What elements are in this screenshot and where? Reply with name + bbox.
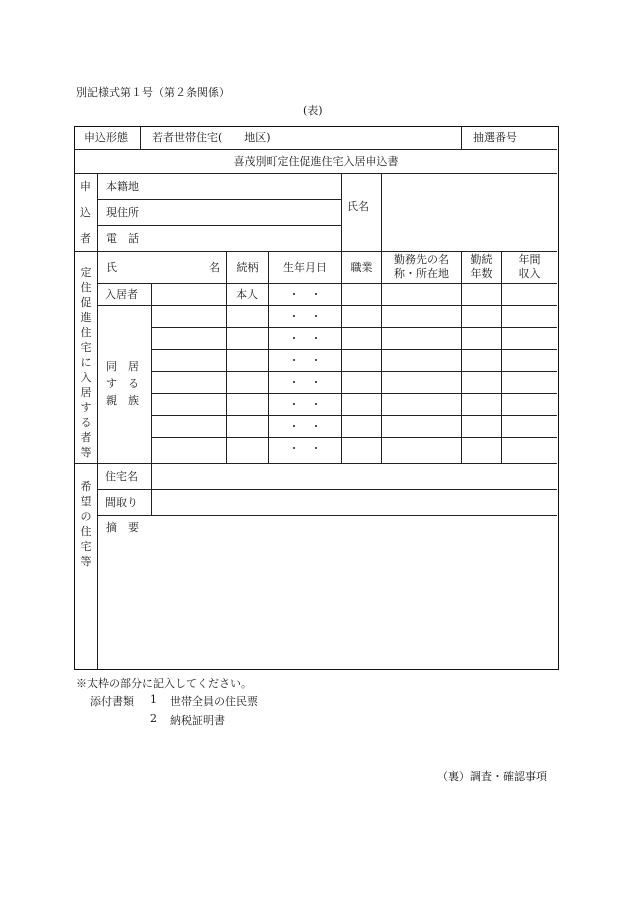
- divider: [151, 327, 557, 328]
- applicant-name-field[interactable]: [382, 174, 557, 250]
- col-occupation: 職業: [350, 261, 373, 274]
- applicant-domicile-field[interactable]: [153, 174, 340, 198]
- divider: [97, 173, 98, 669]
- applicant-name-label: 氏名: [347, 200, 369, 213]
- housing-name-field[interactable]: [153, 464, 557, 488]
- family-label: 親 族: [106, 394, 139, 407]
- form-number: 別記様式第１号（第２条関係）: [76, 86, 230, 99]
- divider: [75, 251, 557, 252]
- birthdate-placeholder[interactable]: ・ ・: [288, 376, 322, 389]
- divider: [140, 127, 141, 149]
- col-name-right: 名: [209, 261, 220, 274]
- divider: [151, 371, 557, 372]
- application-form-table: [74, 126, 559, 670]
- application-type-value[interactable]: 若者世帯住宅( 地区): [152, 131, 271, 144]
- divider: [341, 173, 342, 251]
- form-title: 喜茂別町定住促進住宅入居申込書: [233, 155, 399, 168]
- family-label: す る: [106, 377, 139, 390]
- divider: [151, 349, 557, 350]
- layout-label: 間取り: [105, 496, 138, 509]
- col-tenure: 年数: [470, 267, 493, 280]
- birthdate-placeholder[interactable]: ・ ・: [288, 442, 322, 455]
- phone-label: 電 話: [106, 232, 139, 245]
- housing-name-label: 住宅名: [105, 470, 138, 483]
- family-label: 同 居: [106, 360, 139, 373]
- col-workplace: 称・所在地: [394, 267, 449, 280]
- divider: [461, 127, 462, 149]
- divider: [226, 251, 227, 463]
- lottery-number-label: 抽選番号: [473, 131, 517, 144]
- birthdate-placeholder[interactable]: ・ ・: [288, 420, 322, 433]
- birthdate-placeholder[interactable]: ・ ・: [288, 310, 322, 323]
- resident-applicant-relation: 本人: [236, 288, 258, 301]
- divider: [381, 251, 382, 463]
- col-tenure: 勤続: [470, 253, 493, 266]
- application-type-label: 申込形態: [84, 131, 128, 144]
- applicant-phone-field[interactable]: [153, 226, 340, 250]
- back-side-heading: （裏）調査・確認事項: [437, 770, 547, 783]
- fill-instruction-note: ※太枠の部分に記入してください。: [76, 677, 252, 690]
- attachment-number: 2: [150, 712, 157, 725]
- applicant-section-label: 込: [80, 206, 91, 219]
- resident-applicant-label: 入居者: [105, 288, 138, 301]
- attachments-label: 添付書類: [90, 695, 134, 708]
- attachment-item: 納税証明書: [170, 714, 225, 727]
- divider: [151, 463, 152, 515]
- col-income: 年間: [518, 253, 541, 266]
- divider: [151, 415, 557, 416]
- divider: [75, 149, 557, 150]
- remarks-field[interactable]: [99, 537, 557, 667]
- birthdate-placeholder[interactable]: ・ ・: [288, 332, 322, 345]
- domicile-label: 本籍地: [106, 180, 139, 193]
- birthdate-placeholder[interactable]: ・ ・: [288, 398, 322, 411]
- applicant-address-field[interactable]: [153, 200, 340, 224]
- col-birthdate: 生年月日: [283, 261, 327, 274]
- divider: [97, 305, 557, 306]
- birthdate-placeholder[interactable]: ・ ・: [288, 354, 322, 367]
- birthdate-placeholder[interactable]: ・ ・: [288, 288, 322, 301]
- col-income: 収入: [518, 267, 541, 280]
- divider: [501, 251, 502, 463]
- attachment-number: 1: [150, 693, 157, 706]
- address-label: 現住所: [106, 206, 139, 219]
- divider: [151, 283, 152, 463]
- desired-section-label: 希望の住宅等: [80, 480, 92, 568]
- residents-section-label: 定住促進住宅に入居する者等: [80, 266, 92, 459]
- divider: [97, 283, 557, 284]
- divider: [97, 515, 557, 516]
- divider: [461, 251, 462, 463]
- layout-field[interactable]: [153, 490, 557, 514]
- side-label: (表): [303, 104, 323, 117]
- attachment-item: 世帯全員の住民票: [170, 695, 258, 708]
- col-relation: 続柄: [236, 261, 259, 274]
- divider: [341, 251, 342, 463]
- divider: [151, 393, 557, 394]
- applicant-section-label: 者: [80, 232, 91, 245]
- divider: [151, 437, 557, 438]
- col-name-left: 氏: [106, 261, 117, 274]
- col-workplace: 勤務先の名: [394, 253, 449, 266]
- remarks-label: 摘 要: [106, 521, 139, 534]
- applicant-section-label: 申: [80, 180, 91, 193]
